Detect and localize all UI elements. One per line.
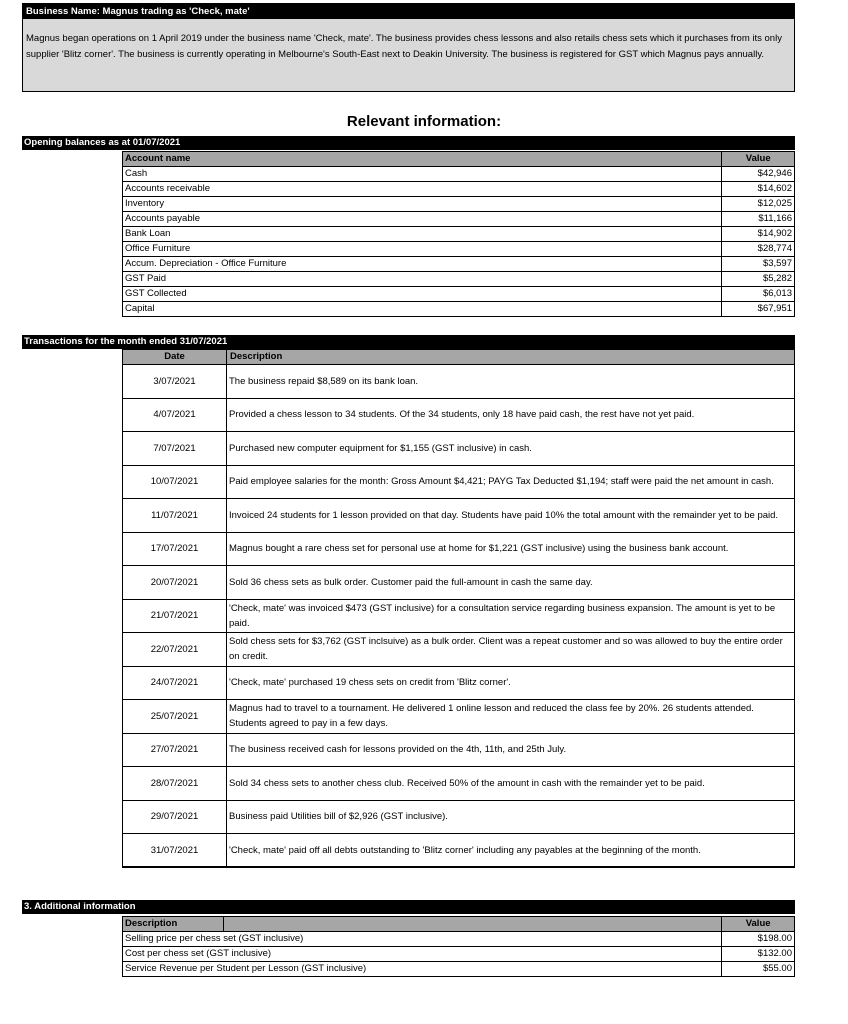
description-cell: 'Check, mate' purchased 19 chess sets on credit from 'Blitz corner'. [227,666,795,700]
table-row [123,499,795,533]
table-row [123,272,795,287]
business-info-box [22,3,795,92]
table-row [123,302,795,317]
table-row [123,834,795,868]
date-cell: 22/07/2021 [123,633,227,667]
description-cell: Provided a chess lesson to 34 students. Of the 34 students, only 18 have paid cash, the rest have not yet paid. [227,398,795,432]
value-cell: $67,951 [722,302,795,317]
description-cell: The business repaid $8,589 on its bank loan. [227,365,795,399]
date-cell: 11/07/2021 [123,499,227,533]
account-name-cell: Accounts payable [123,212,718,227]
column-header-value: Value [722,917,795,932]
description-cell: 'Check, mate' paid off all debts outstanding to 'Blitz corner' including any payables at the beginning of the month. [227,834,795,868]
table-row [123,167,795,182]
transactions-table [122,349,795,868]
table-row [123,398,795,432]
table-row [123,287,795,302]
account-name-cell: Capital [123,302,718,317]
table-row [123,182,795,197]
table-row [123,212,795,227]
description-cell: 'Check, mate' was invoiced $473 (GST inclusive) for a consultation service regarding business expansion. The amount is yet to be paid. [227,599,795,633]
table-row [123,947,795,962]
transactions-heading: Transactions for the month ended 31/07/2021 [22,335,795,349]
additional-information-heading: 3. Additional information [22,900,795,914]
description-cell: Business paid Utilities bill of $2,926 (GST inclusive). [227,800,795,834]
table-row [123,365,795,399]
date-cell: 3/07/2021 [123,365,227,399]
table-row [123,767,795,801]
business-description: Magnus began operations on 1 April 2019 under the business name 'Check, mate'. The business provides chess lessons and also retails chess sets which it purchases from its only supplier 'Blitz corner'. The business is currently operating in Melbourne's South-East next to Deakin University. The business is registered for GST which Magnus pays annually. [26,33,782,60]
value-cell: $42,946 [722,167,795,182]
additional-information-table [122,916,795,977]
description-cell: Sold 34 chess sets to another chess club. Received 50% of the amount in cash with the remainder yet to be paid. [227,767,795,801]
value-cell: $12,025 [722,197,795,212]
account-name-cell: Office Furniture [123,242,718,257]
account-name-cell: Accum. Depreciation - Office Furniture [123,257,718,272]
description-cell: Paid employee salaries for the month: Gross Amount $4,421; PAYG Tax Deducted $1,194; staff were paid the net amount in cash. [227,465,795,499]
account-name-cell: Inventory [123,197,718,212]
relevant-information-heading: Relevant information: [346,113,502,130]
value-cell: $6,013 [722,287,795,302]
value-cell: $14,902 [722,227,795,242]
account-name-cell: GST Paid [123,272,718,287]
account-name-cell: Cash [123,167,718,182]
table-row [123,242,795,257]
value-cell: $14,602 [722,182,795,197]
description-cell: Selling price per chess set (GST inclusive) [123,932,722,947]
table-row [123,227,795,242]
table-row [123,197,795,212]
date-cell: 7/07/2021 [123,432,227,466]
opening-balances-heading: Opening balances as at 01/07/2021 [22,136,795,150]
description-cell: Invoiced 24 students for 1 lesson provided on that day. Students have paid 10% the total amount with the remainder yet to be paid. [227,499,795,533]
description-cell: Sold chess sets for $3,762 (GST inclsuive) as a bulk order. Client was a repeat customer and so was allowed to buy the entire order on credit. [227,633,795,667]
date-cell: 17/07/2021 [123,532,227,566]
value-cell: $3,597 [722,257,795,272]
date-cell: 21/07/2021 [123,599,227,633]
table-row [123,257,795,272]
table-row [123,800,795,834]
column-header-account-name: Account name [123,152,718,167]
date-cell: 29/07/2021 [123,800,227,834]
description-cell: Magnus had to travel to a tournament. He delivered 1 online lesson and reduced the class fee by 20%. 26 students attended. Students agreed to pay in a few days. [227,700,795,734]
value-cell: $55.00 [722,962,795,977]
date-cell: 31/07/2021 [123,834,227,868]
column-header-description: Description [227,350,795,365]
opening-balances-table [122,151,795,317]
column-header-description: Description [123,917,224,932]
table-row [123,599,795,633]
table-row [123,733,795,767]
table-row [123,700,795,734]
account-name-cell: Accounts receivable [123,182,718,197]
description-cell: Magnus bought a rare chess set for personal use at home for $1,221 (GST inclusive) using the business bank account. [227,532,795,566]
description-cell: The business received cash for lessons provided on the 4th, 11th, and 25th July. [227,733,795,767]
date-cell: 28/07/2021 [123,767,227,801]
value-cell: $11,166 [722,212,795,227]
date-cell: 4/07/2021 [123,398,227,432]
description-cell: Purchased new computer equipment for $1,155 (GST inclusive) in cash. [227,432,795,466]
table-row [123,932,795,947]
description-cell: Sold 36 chess sets as bulk order. Customer paid the full-amount in cash the same day. [227,566,795,600]
date-cell: 25/07/2021 [123,700,227,734]
account-name-cell: GST Collected [123,287,718,302]
value-cell: $28,774 [722,242,795,257]
column-header-date: Date [123,350,227,365]
table-row [123,532,795,566]
date-cell: 10/07/2021 [123,465,227,499]
value-cell: $198.00 [722,932,795,947]
business-title: Business Name: Magnus trading as 'Check, mate' [23,4,794,19]
table-row [123,432,795,466]
description-cell: Cost per chess set (GST inclusive) [123,947,722,962]
date-cell: 20/07/2021 [123,566,227,600]
table-row [123,633,795,667]
date-cell: 24/07/2021 [123,666,227,700]
column-header-value: Value [722,152,795,167]
value-cell: $132.00 [722,947,795,962]
value-cell: $5,282 [722,272,795,287]
description-cell: Service Revenue per Student per Lesson (GST inclusive) [123,962,722,977]
table-row [123,566,795,600]
date-cell: 27/07/2021 [123,733,227,767]
table-row [123,962,795,977]
table-row [123,666,795,700]
account-name-cell: Bank Loan [123,227,718,242]
table-row [123,465,795,499]
